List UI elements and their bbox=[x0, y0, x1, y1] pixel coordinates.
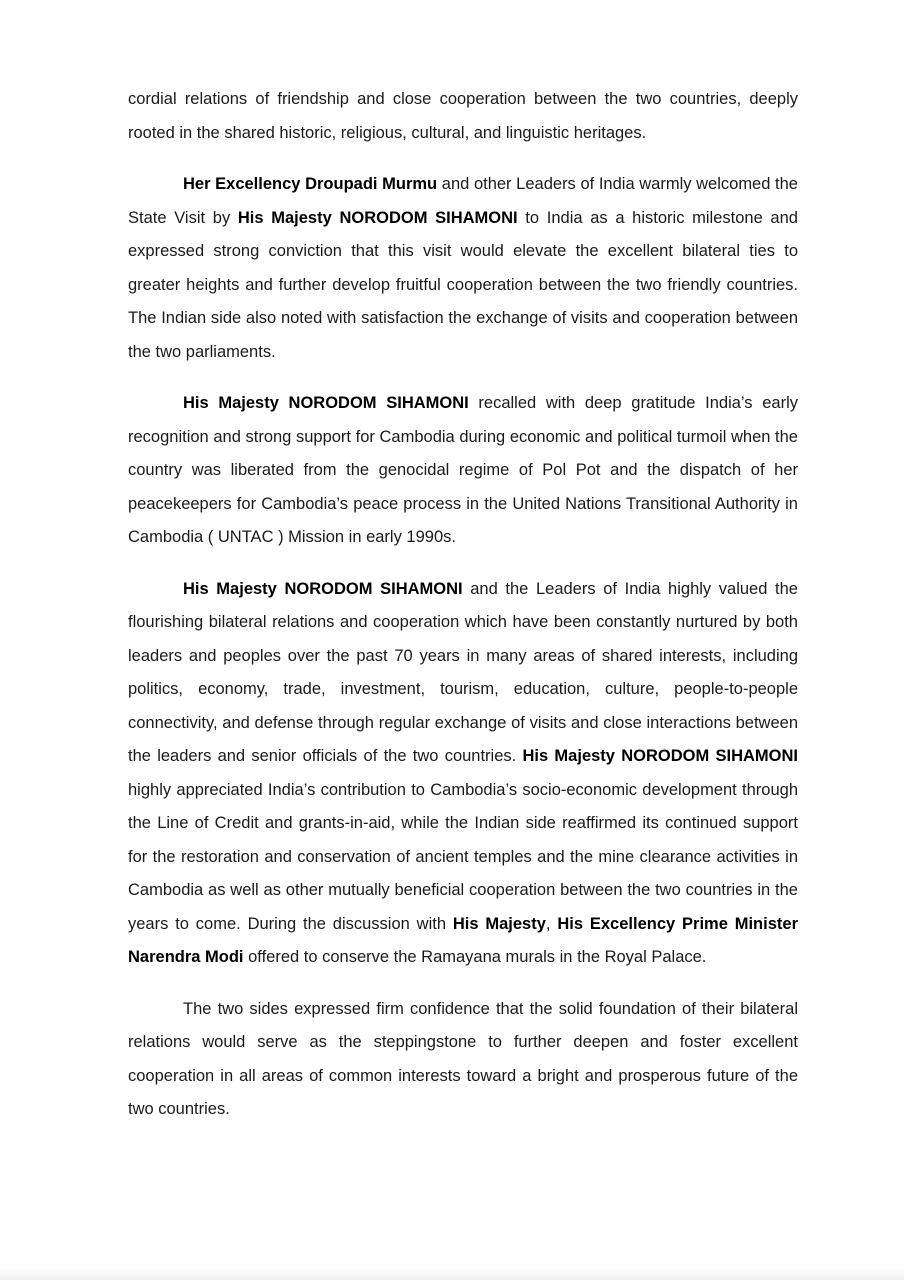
bold-name-run: His Majesty bbox=[452, 914, 546, 933]
page-bottom-edge bbox=[0, 1268, 904, 1280]
bold-name-run: His Majesty NORODOM SIHAMONI bbox=[183, 579, 463, 598]
bold-name-run: Her Excellency Droupadi Murmu bbox=[183, 175, 438, 193]
paragraph-bilateral-cooperation bbox=[128, 573, 798, 975]
text-run: , bbox=[545, 914, 558, 933]
bold-name-run: His Majesty NORODOM SIHAMONI bbox=[183, 394, 469, 412]
paragraph-state-visit-welcome bbox=[128, 168, 798, 369]
paragraph-future-confidence bbox=[128, 993, 798, 1127]
paragraph-continuation bbox=[128, 83, 798, 150]
text-run: highly appreciated India’s contribution to Cambodia’s socio-economic development through the Line of Credit and grants-in-aid, while the Indian side reaffirmed its continued support for the restoration and conservation of ancient temples and the mine clearance activities in Cambodia as well as other mutually beneficial cooperation between the two countries in the years to come. During the discussion with bbox=[128, 780, 798, 933]
paragraph-gratitude-untac bbox=[128, 387, 798, 555]
text-run: offered to conserve the Ramayana murals in the Royal Palace. bbox=[243, 948, 707, 966]
text-run: and the Leaders of India highly valued the flourishing bilateral relations and cooperation which have been constantly nurtured by both leaders and peoples over the past 70 years in many areas of shared interests, including politics, economy, trade, investment, tourism, education, culture, people-to-people connectivity, and defense through regular exchange of visits and close interactions between the leaders and senior officials of the two countries. bbox=[128, 579, 798, 765]
text-run: cordial relations of friendship and close cooperation between the two countries, deeply rooted in the shared historic, religious, cultural, and linguistic heritages. bbox=[128, 90, 798, 142]
document-body bbox=[128, 83, 798, 1145]
text-run: The two sides expressed firm confidence that the solid foundation of their bilateral relations would serve as the steppingstone to further deepen and foster excellent cooperation in all areas of common interests toward a bright and prosperous future of the two countries. bbox=[128, 999, 798, 1118]
text-run: and other Leaders of India warmly welcomed the State Visit by bbox=[128, 175, 798, 227]
bold-name-run: His Majesty NORODOM SIHAMONI bbox=[237, 208, 518, 227]
bold-name-run: His Excellency Prime Minister Narendra Modi bbox=[128, 914, 798, 966]
text-run: to India as a historic milestone and expressed strong conviction that this visit would elevate the excellent bilateral ties to greater heights and further develop fruitful cooperation between the two friendly countries. The Indian side also noted with satisfaction the exchange of visits and cooperation between the two parliaments. bbox=[128, 208, 798, 361]
text-run: recalled with deep gratitude India’s early recognition and strong support for Cambodia during economic and political turmoil when the country was liberated from the genocidal regime of Pol Pot and the dispatch of her peacekeepers for Cambodia’s peace process in the United Nations Transitional Authority in Cambodia ( UNTAC ) Mission in early 1990s. bbox=[128, 394, 798, 546]
bold-name-run: His Majesty NORODOM SIHAMONI bbox=[522, 747, 798, 765]
